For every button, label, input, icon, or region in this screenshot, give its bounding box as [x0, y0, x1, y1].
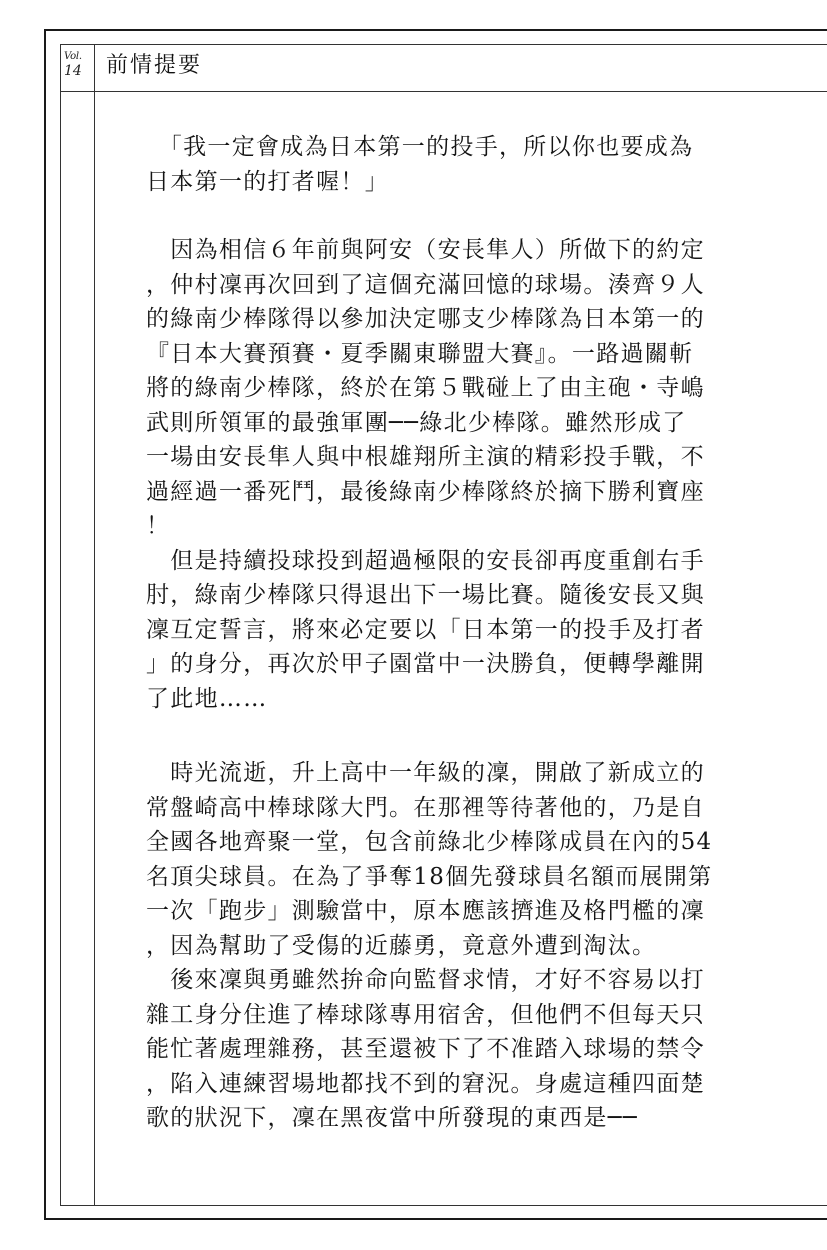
text-line: 但是持續投球投到超過極限的安長卻再度重創右手: [146, 547, 705, 574]
text-line: 全國各地齊聚一堂，包含前綠北少棒隊成員在內的54: [146, 829, 713, 855]
paragraph-spacer: [146, 716, 726, 756]
text-line: 」的身分，再次於甲子園當中一決勝負，便轉學離開: [146, 651, 705, 677]
text-line: 凜互定誓言，將來必定要以「日本第一的投手及打者: [146, 616, 705, 643]
text-line: 時光流逝，升上高中一年級的凜，開啟了新成立的: [146, 760, 705, 786]
volume-word: Vol.: [64, 51, 82, 62]
text-line: ，陷入連練習場地都找不到的窘況。身處這種四面楚: [146, 1070, 705, 1097]
text-line: 的綠南少棒隊得以參加決定哪支少棒隊為日本第一的: [146, 306, 705, 332]
section-title: 前情提要: [106, 53, 203, 78]
paragraph-1: [146, 130, 726, 199]
text-line: 能忙著處理雜務，甚至還被下了不准踏入球場的禁令: [146, 1036, 705, 1062]
text-line: 因為相信６年前與阿安（安長隼人）所做下的約定: [146, 237, 705, 263]
text-line: ，仲村凜再次回到了這個充滿回憶的球場。湊齊９人: [146, 271, 705, 298]
text-line: 『日本大賽預賽・夏季關東聯盟大賽』。一路過關斬: [146, 340, 694, 367]
text-line: 常盤崎高中棒球隊大門。在那裡等待著他的，乃是自: [146, 794, 705, 821]
text-line: 肘，綠南少棒隊只得退出下一場比賽。隨後安長又與: [146, 582, 705, 608]
paragraph-spacer: [146, 199, 726, 233]
text-line: 一場由安長隼人與中根雄翔所主演的精彩投手戰，不: [146, 444, 705, 470]
text-line: 過經過一番死鬥，最後綠南少棒隊終於摘下勝利寶座: [146, 478, 705, 505]
text-line: ！: [146, 513, 171, 539]
text-line: ，因為幫助了受傷的近藤勇，竟意外遭到淘汰。: [146, 932, 657, 959]
paragraph-3: [146, 544, 726, 717]
margin-divider: [94, 44, 95, 1206]
paragraph-2: [146, 233, 726, 544]
text-line: 一次「跑步」測驗當中，原本應該擠進及格門檻的凜: [146, 898, 705, 924]
text-line: 將的綠南少棒隊，終於在第５戰碰上了由主砲・寺嶋: [146, 375, 705, 401]
text-line: 名頂尖球員。在為了爭奪18個先發球員名額而展開第: [146, 863, 713, 890]
text-line: 武則所領軍的最強軍團──綠北少棒隊。雖然形成了: [146, 409, 687, 436]
paragraph-5: [146, 963, 726, 1136]
text-line: 「我一定會成為日本第一的投手，所以你也要成為: [146, 134, 694, 160]
header-divider: [60, 91, 827, 92]
volume-label: [64, 52, 92, 78]
text-line: 後來凜與勇雖然拚命向監督求情，才好不容易以打: [146, 967, 705, 993]
text-line: 了此地……: [146, 685, 268, 712]
text-line: 雜工身分住進了棒球隊專用宿舍，但他們不但每天只: [146, 1001, 705, 1028]
text-line: 歌的狀況下，凜在黑夜當中所發現的東西是──: [146, 1105, 638, 1131]
paragraph-4: [146, 756, 726, 963]
summary-text: [146, 130, 726, 1136]
volume-number: 14: [64, 63, 82, 79]
text-line: 日本第一的打者喔！」: [146, 168, 389, 195]
